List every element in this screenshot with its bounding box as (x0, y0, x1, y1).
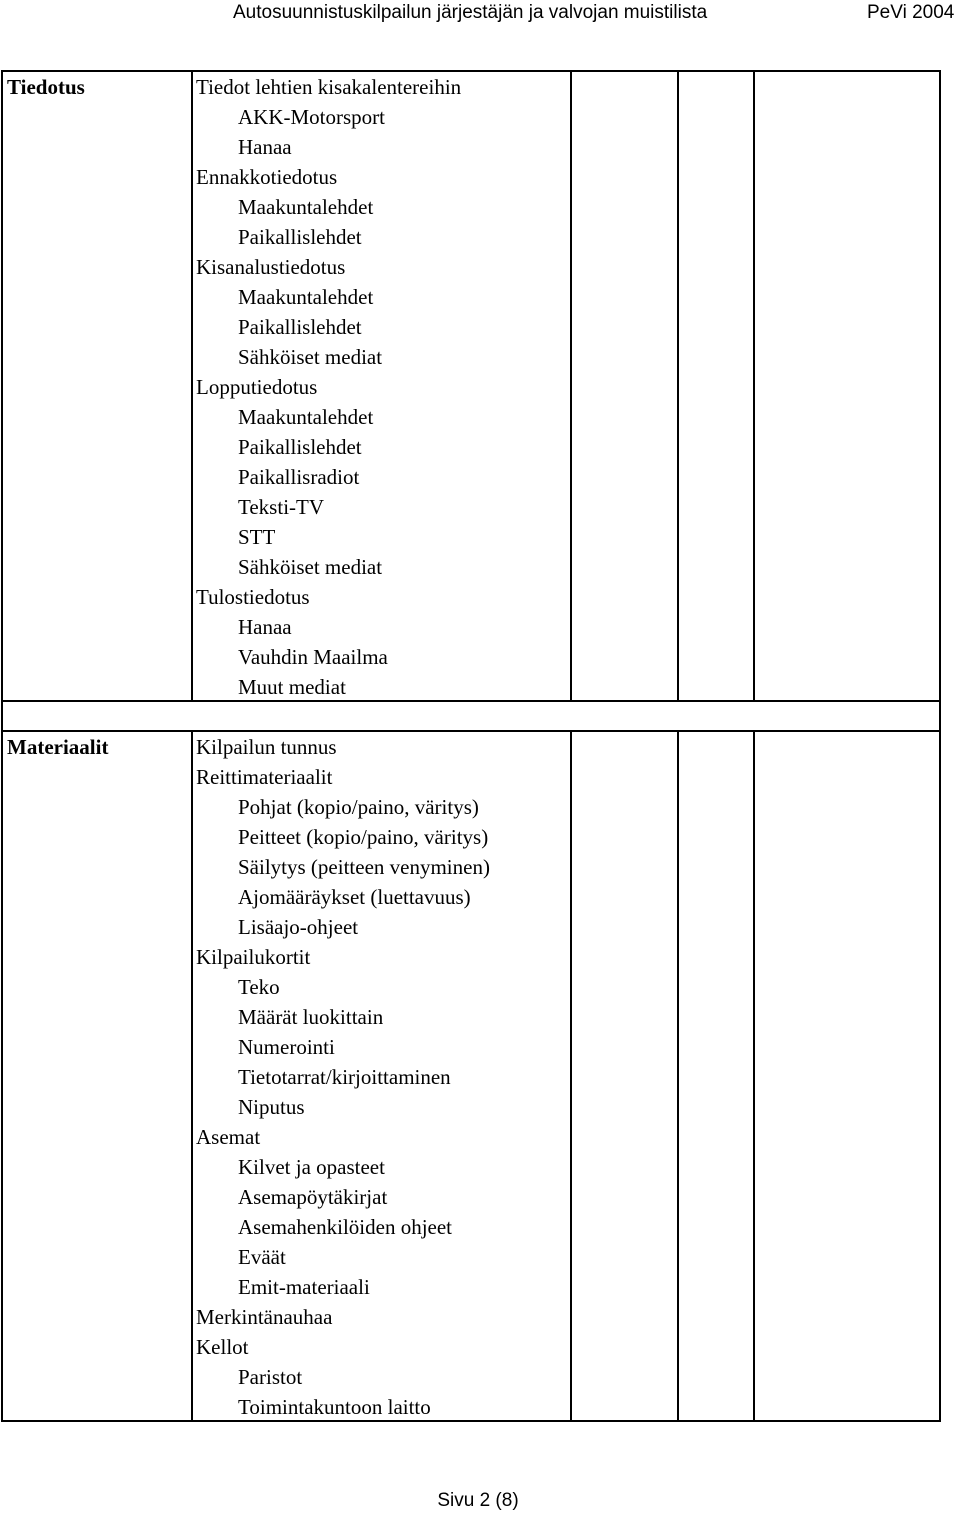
column-border (939, 700, 941, 732)
checklist-item: Kellot (196, 1335, 249, 1359)
checklist-subitem: Niputus (238, 1095, 305, 1119)
checklist-subitem: STT (238, 525, 276, 549)
checklist-subitem: Hanaa (238, 615, 292, 639)
checklist-subitem: Emit-materiaali (238, 1275, 370, 1299)
checklist-subitem: Säilytys (peitteen venyminen) (238, 855, 490, 879)
column-border (677, 730, 679, 1422)
section-border (1, 1420, 941, 1422)
checklist-item: Reittimateriaalit (196, 765, 333, 789)
checklist-subitem: Maakuntalehdet (238, 195, 374, 219)
checklist-item: Merkintänauhaa (196, 1305, 333, 1329)
checklist-subitem: Määrät luokittain (238, 1005, 384, 1029)
checklist-subitem: Paikallislehdet (238, 435, 362, 459)
checklist-subitem: Kilvet ja opasteet (238, 1155, 385, 1179)
section-border (1, 700, 941, 702)
checklist-subitem: Numerointi (238, 1035, 335, 1059)
checklist-subitem: Sähköiset mediat (238, 345, 383, 369)
column-border (1, 700, 3, 732)
checklist-subitem: Maakuntalehdet (238, 405, 374, 429)
checklist-subitem: AKK-Motorsport (238, 105, 385, 129)
column-border (1, 70, 3, 702)
checklist-item: Lopputiedotus (196, 375, 318, 399)
section-label: Materiaalit (7, 735, 109, 759)
section-border (1, 730, 941, 732)
checklist-item: Ennakkotiedotus (196, 165, 338, 189)
checklist-item: Kilpailukortit (196, 945, 311, 969)
checklist-subitem: Hanaa (238, 135, 292, 159)
checklist-item: Tulostiedotus (196, 585, 310, 609)
table-border-top (1, 70, 941, 72)
checklist-subitem: Paikallislehdet (238, 225, 362, 249)
section-label: Tiedotus (7, 75, 85, 99)
checklist-subitem: Maakuntalehdet (238, 285, 374, 309)
column-border (939, 730, 941, 1422)
checklist-item: Kisanalustiedotus (196, 255, 346, 279)
document-title: Autosuunnistuskilpailun järjestäjän ja valvojan muistilista (233, 2, 708, 23)
checklist-subitem: Teksti-TV (238, 495, 325, 519)
column-border (1, 730, 3, 1422)
checklist-subitem: Paikallislehdet (238, 315, 362, 339)
checklist-subitem: Lisäajo-ohjeet (238, 915, 359, 939)
column-border (939, 70, 941, 702)
checklist-subitem: Teko (238, 975, 280, 999)
checklist-subitem: Paristot (238, 1365, 303, 1389)
checklist-item: Asemat (196, 1125, 261, 1149)
checklist-subitem: Peitteet (kopio/paino, väritys) (238, 825, 489, 849)
checklist-subitem: Ajomääräykset (luettavuus) (238, 885, 471, 909)
checklist-item: Kilpailun tunnus (196, 735, 337, 759)
checklist-subitem: Paikallisradiot (238, 465, 360, 489)
column-border (191, 730, 193, 1422)
checklist-subitem: Tietotarrat/kirjoittaminen (238, 1065, 451, 1089)
checklist-subitem: Toimintakuntoon laitto (238, 1395, 431, 1419)
checklist-subitem: Sähköiset mediat (238, 555, 383, 579)
checklist-subitem: Asemahenkilöiden ohjeet (238, 1215, 453, 1239)
checklist-item: Tiedot lehtien kisakalentereihin (196, 75, 462, 99)
checklist-subitem: Muut mediat (238, 675, 346, 699)
column-border (570, 730, 572, 1422)
checklist-subitem: Pohjat (kopio/paino, väritys) (238, 795, 479, 819)
checklist-subitem: Asemapöytäkirjat (238, 1185, 388, 1209)
page-number: Sivu 2 (8) (437, 1490, 519, 1511)
column-border (191, 70, 193, 702)
column-border (753, 70, 755, 702)
column-border (753, 730, 755, 1422)
column-border (677, 70, 679, 702)
checklist-subitem: Vauhdin Maailma (238, 645, 388, 669)
checklist-table (1, 70, 941, 1422)
document-code: PeVi 2004 (867, 2, 955, 23)
checklist-subitem: Eväät (238, 1245, 286, 1269)
column-border (570, 70, 572, 702)
